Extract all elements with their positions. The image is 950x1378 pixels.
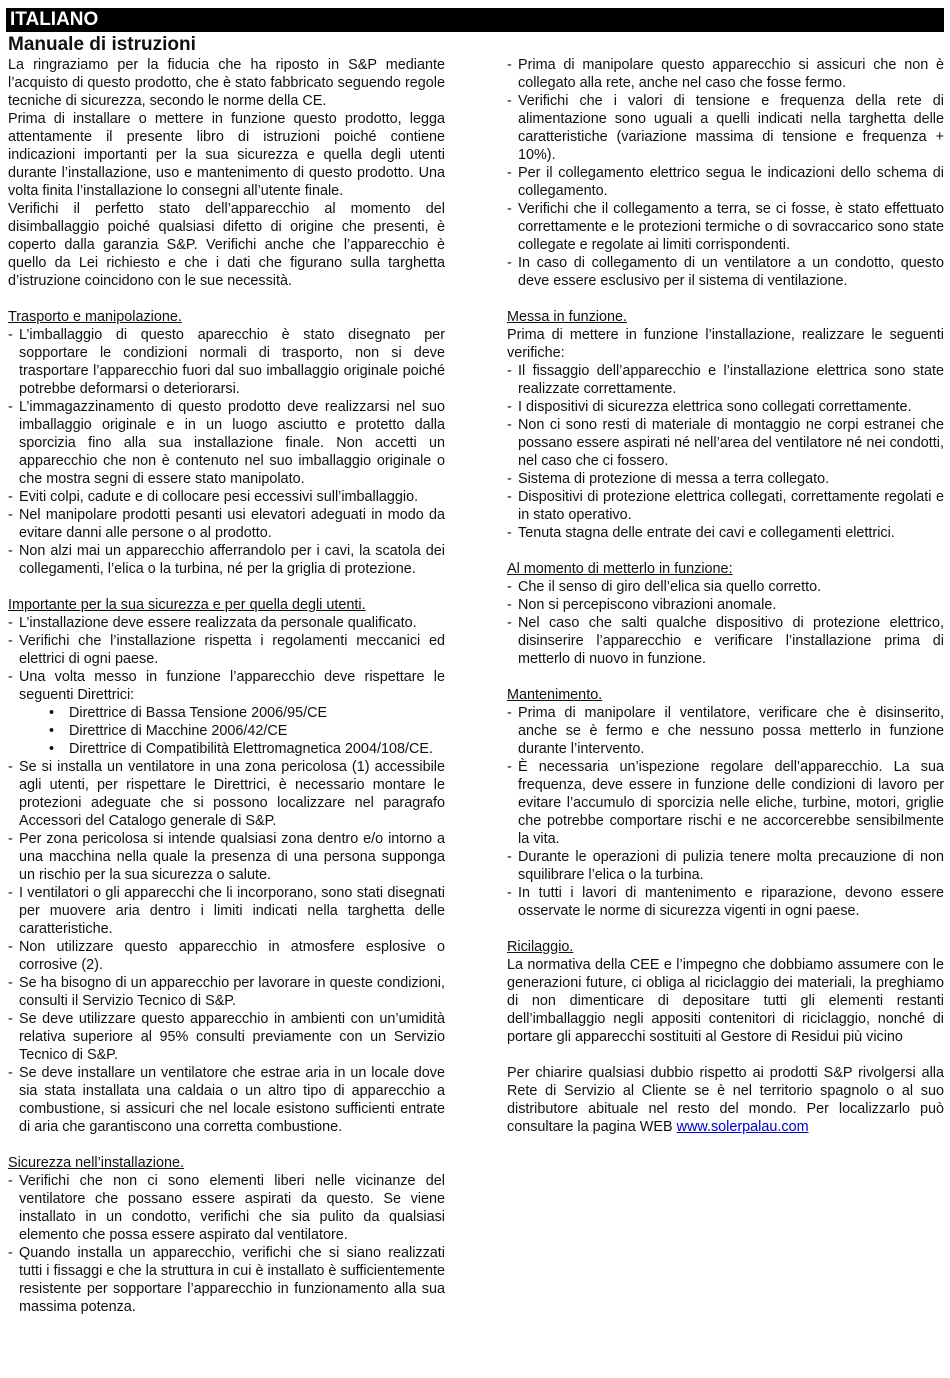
- intro-paragraph: Verifichi il perfetto stato dell’apparecchio al momento del disimballaggio poiché qualsiasi difetto di origine che presenti, è coperto dalla garanzia S&P. Verifichi anche che l’apparecchio è quello da Lei richiesto e che i dati che figurano sulla targhetta d’istruzione coincidono con le sue necessità.: [8, 201, 445, 289]
- list-item: - I dispositivi di sicurezza elettrica sono collegati correttamente.: [507, 398, 944, 416]
- list-item: - Eviti colpi, cadute e di collocare pesi eccessivi sull’imballaggio.: [8, 488, 445, 506]
- left-column: [8, 56, 445, 1316]
- section-title-riciclaggio: Ricilaggio.: [507, 939, 574, 955]
- list-item: - Non alzi mai un apparecchio afferrandolo per i cavi, la scatola dei collegamenti, l’elica o la turbina, né per la griglia di protezione.: [8, 542, 445, 578]
- list-item: - Se ha bisogno di un apparecchio per lavorare in queste condizioni, consulti il Servizio Tecnico di S&P.: [8, 974, 445, 1010]
- list-item: - Se deve utilizzare questo apparecchio in ambienti con un’umidità relativa superiore al 95% consulti previamente con un Servizio Tecnico di S&P.: [8, 1010, 445, 1064]
- list-item: - I ventilatori o gli apparecchi che li incorporano, sono stati disegnati per muovere aria dentro i limiti indicati nella targhetta delle caratteristiche.: [8, 884, 445, 938]
- contact-paragraph: [507, 1064, 944, 1136]
- directive-item: • Direttrice di Bassa Tensione 2006/95/CE: [8, 704, 445, 722]
- list-item: - Nel manipolare prodotti pesanti usi elevatori adeguati in modo da evitare danni alle persone o al prodotto.: [8, 506, 445, 542]
- list-item: - In caso di collegamento di un ventilatore a un condotto, questo deve essere esclusivo per il sistema di ventilazione.: [507, 254, 944, 290]
- section-title-sicurezza: Importante per la sua sicurezza e per quella degli utenti.: [8, 597, 366, 613]
- list-item: - Per il collegamento elettrico segua le indicazioni dello schema di collegamento.: [507, 164, 944, 200]
- recycling-paragraph: La normativa della CEE e l’impegno che dobbiamo assumere con le generazioni future, ci obliga al riciclaggio dei materiali, la preghiamo di non dimenticare di depositare tutti gli elementi restanti dell’imballaggio negli appositi contenitori di riciclaggio, nonché di portare gli apparecchi sostituiti al Gestore di Residui più vicino: [507, 957, 944, 1045]
- list-item: - Non utilizzare questo apparecchio in atmosfere esplosive o corrosive (2).: [8, 938, 445, 974]
- list-item: - Nel caso che salti qualche dispositivo di protezione elettrico, disinserire l’apparecchio e verificare l’installazione prima di metterlo di nuovo in funzione.: [507, 614, 944, 668]
- list-item: - Per zona pericolosa si intende qualsiasi zona dentro e/o intorno a una macchina nella quale la presenza di una persona supponga un rischio per la sua sicurezza o salute.: [8, 830, 445, 884]
- list-item: - Una volta messo in funzione l’apparecchio deve rispettare le seguenti Direttrici:: [8, 668, 445, 704]
- list-item: - È necessaria un’ispezione regolare dell’apparecchio. La sua frequenza, deve essere in funzione delle condizioni di lavoro per evitare l’accumulo di sporcizia nelle eliche, turbine, motori, griglie che potrebbe comportare rischi e ne accorcerebbe sensibilmente la vita.: [507, 758, 944, 848]
- list-item: - Quando installa un apparecchio, verifichi che si siano realizzati tutti i fissaggi e che la struttura in cui è installato è sufficientemente resistente per sopportare l’apparecchio in funzionamento alla sua massima potenza.: [8, 1244, 445, 1316]
- list-item: - L’imballaggio di questo aparecchio è stato disegnato per sopportare le condizioni normali di trasporto, non si deve trasportare l’apparecchio fuori dal suo imballaggio originale poiché potrebbe deformarsi o deteriorarsi.: [8, 326, 445, 398]
- list-item: - In tutti i lavori di mantenimento e riparazione, devono essere osservate le norme di sicurezza vigenti in ogni paese.: [507, 884, 944, 920]
- section-title-momento: Al momento di metterlo in funzione:: [507, 561, 733, 577]
- list-item: - Dispositivi di protezione elettrica collegati, correttamente regolati e in stato operativo.: [507, 488, 944, 524]
- right-column: [507, 56, 944, 1136]
- list-item: - Se deve installare un ventilatore che estrae aria in un locale dove sia stata installata una caldaia o un altro tipo di apparecchio a combustione, si assicuri che nel locale esistono sufficienti entrate di aria che garantiscono una corretta combustione.: [8, 1064, 445, 1136]
- list-item: - Prima di manipolare questo apparecchio si assicuri che non è collegato alla rete, anche nel caso che fosse fermo.: [507, 56, 944, 92]
- list-item: - Verifichi che i valori di tensione e frequenza della rete di alimentazione sono uguali a quelli indicati nella targhetta delle caratteristiche (variazione massima di tensione e frequenza + 10%).: [507, 92, 944, 164]
- list-item: - Sistema di protezione di messa a terra collegato.: [507, 470, 944, 488]
- list-item: - Prima di manipolare il ventilatore, verificare che è disinserito, anche se è fermo e che nessuno possa metterlo in funzione durante l’intervento.: [507, 704, 944, 758]
- list-item: - Non ci sono resti di materiale di montaggio ne corpi estranei che possano essere aspirati né nell’area del ventilatore né nei condotti, nel caso che ci fossero.: [507, 416, 944, 470]
- list-item: - Verifichi che l’installazione rispetta i regolamenti meccanici ed elettrici di ogni paese.: [8, 632, 445, 668]
- intro-paragraph: Prima di installare o mettere in funzione questo prodotto, legga attentamente il presente libro di istruzioni poiché contiene indicazioni importanti per la sua sicurezza e quella degli utenti durante l’installazione, uso e mantenimento di questo prodotto. Una volta finita l’installazione lo consegni all’utente finale.: [8, 111, 445, 199]
- directive-item: • Direttrice di Compatibilità Elettromagnetica 2004/108/CE.: [8, 740, 445, 758]
- list-item: - Il fissaggio dell’apparecchio e l’installazione elettrica sono state realizzate correttamente.: [507, 362, 944, 398]
- section-title-installazione: Sicurezza nell’installazione.: [8, 1155, 184, 1171]
- section-title-mantenimento: Mantenimento.: [507, 687, 603, 703]
- list-item: - Verifichi che non ci sono elementi liberi nelle vicinanze del ventilatore che possano essere aspirati da questo. Se viene installato in un condotto, verifichi che sia pulito da qualsiasi elemento che possa essere aspirato dal ventilatore.: [8, 1172, 445, 1244]
- website-link[interactable]: www.solerpalau.com: [676, 1119, 809, 1135]
- list-item: - Verifichi che il collegamento a terra, se ci fosse, è stato effettuato correttamente e le protezioni termiche o di sovraccarico sono state collegate e regolate ai limiti corrispondenti.: [507, 200, 944, 254]
- list-item: - Non si percepiscono vibrazioni anomale.: [507, 596, 944, 614]
- list-item: - L’installazione deve essere realizzata da personale qualificato.: [8, 614, 445, 632]
- list-item: - Che il senso di giro dell’elica sia quello corretto.: [507, 578, 944, 596]
- list-item: - Durante le operazioni di pulizia tenere molta precauzione di non squilibrare l’elica o la turbina.: [507, 848, 944, 884]
- page-title: Manuale di istruzioni: [8, 34, 196, 55]
- list-item: - Se si installa un ventilatore in una zona pericolosa (1) accessibile agli utenti, per rispettare le Direttrici, è necessario montare le protezioni adeguate che si possono localizzare nel paragrafo Accessori del Catalogo generale di S&P.: [8, 758, 445, 830]
- section-title-messa: Messa in funzione.: [507, 309, 627, 325]
- language-header: ITALIANO: [6, 8, 944, 32]
- section-intro: Prima di mettere in funzione l’installazione, realizzare le seguenti verifiche:: [507, 327, 944, 361]
- list-item: - Tenuta stagna delle entrate dei cavi e collegamenti elettrici.: [507, 524, 944, 542]
- directive-item: • Direttrice di Macchine 2006/42/CE: [8, 722, 445, 740]
- section-title-trasporto: Trasporto e manipolazione.: [8, 309, 182, 325]
- contact-text: Per chiarire qualsiasi dubbio rispetto ai prodotti S&P rivolgersi alla Rete di Servizio al Cliente se è nel territorio spagnolo o al suo distributore abituale nel resto del mondo. Per localizzarlo può consultare la pagina WEB: [507, 1065, 944, 1135]
- list-item: - L’immagazzinamento di questo prodotto deve realizzarsi nel suo imballaggio originale e in un luogo asciutto e protetto dalla sporcizia fino alla sua installazione finale. Non accetti un apparecchio che non è contenuto nel suo imballaggio originale o che mostra segni di essere stato manipolato.: [8, 398, 445, 488]
- intro-paragraph: La ringraziamo per la fiducia che ha riposto in S&P mediante l’acquisto di questo prodotto, che è stato fabbricato seguendo regole tecniche di sicurezza, secondo le norme della CE.: [8, 57, 445, 109]
